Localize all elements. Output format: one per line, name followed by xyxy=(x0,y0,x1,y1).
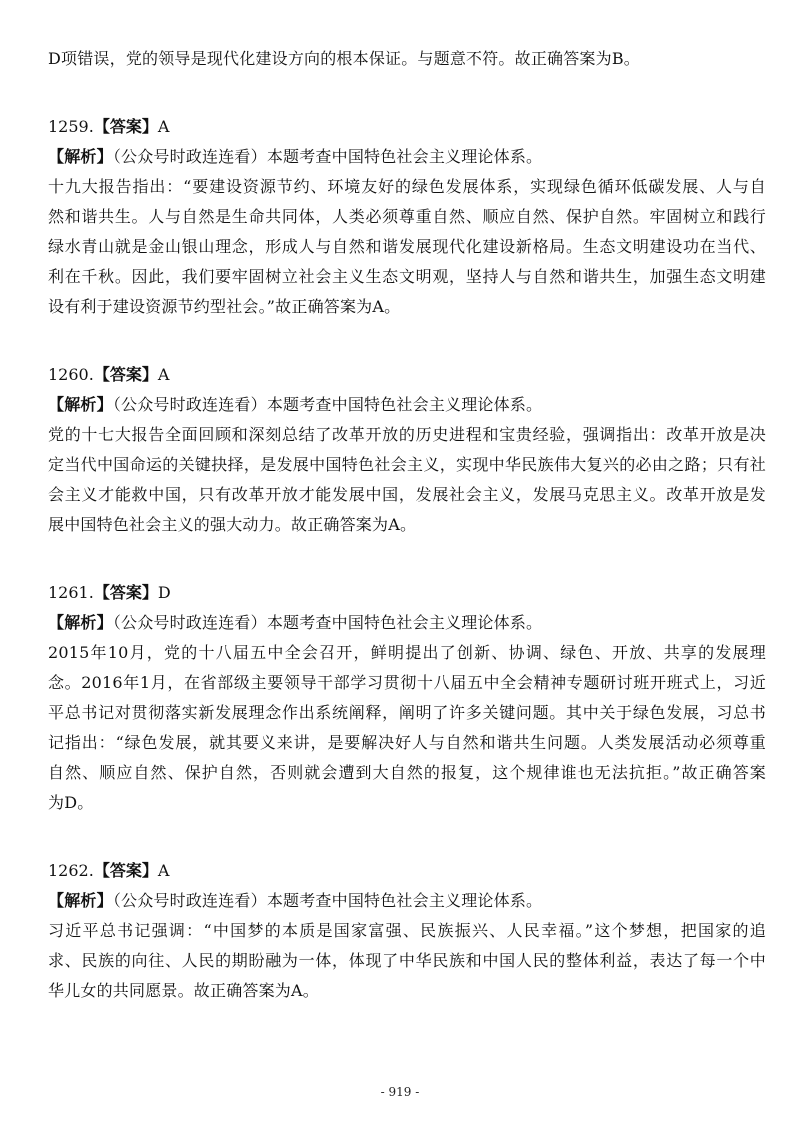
body-line: 展中国特色社会主义的强大动力。故正确答案为A。 xyxy=(48,515,417,534)
question-number: 1261. xyxy=(48,583,94,602)
analysis-label: 【解析】 xyxy=(48,395,113,414)
analysis-label: 【解析】 xyxy=(48,891,113,910)
analysis-heading xyxy=(48,142,766,172)
body-line: 定当代中国命运的关键抉择，是发展中国特色社会主义，实现中华民族伟大复兴的必由之路；只有社 xyxy=(48,455,766,474)
body-line: 党的十七大报告全面回顾和深刻总结了改革开放的历史进程和宝贵经验，强调指出：改革开放是决 xyxy=(48,425,766,444)
answer-value: A xyxy=(157,365,170,384)
answer-entry-1260 xyxy=(48,360,766,540)
body-line: 平总书记对贯彻落实新发展理念作出系统阐释，阐明了许多关键问题。其中关于绿色发展，习总书 xyxy=(48,703,766,722)
analysis-label: 【解析】 xyxy=(48,613,113,632)
question-number: 1260. xyxy=(48,365,94,384)
answer-entry-1261 xyxy=(48,578,766,818)
analysis-heading xyxy=(48,390,766,420)
answer-label: 【答案】 xyxy=(93,365,158,384)
body-line: 利在千秋。因此，我们要牢固树立社会主义生态文明观，坚持人与自然和谐共生，加强生态文明建 xyxy=(48,267,766,286)
answer-heading xyxy=(48,112,766,142)
answer-heading xyxy=(48,360,766,390)
body-line: 绿水青山就是金山银山理念，形成人与自然和谐发展现代化建设新格局。生态文明建设功在当代、 xyxy=(48,237,766,256)
body-line: 记指出：“绿色发展，就其要义来讲，是要解决好人与自然和谐共生问题。人类发展活动必须尊重 xyxy=(48,733,766,752)
answer-value: A xyxy=(157,861,170,880)
answer-entry-1262 xyxy=(48,856,766,1006)
answer-entry-1259 xyxy=(48,112,766,322)
answer-heading xyxy=(48,856,766,886)
body-line: 习近平总书记强调：“中国梦的本质是国家富强、民族振兴、人民幸福。”这个梦想，把国家的追 xyxy=(48,921,766,940)
body-line: 为D。 xyxy=(48,793,94,812)
body-line: 十九大报告指出：“要建设资源节约、环境友好的绿色发展体系，实现绿色循环低碳发展、人与自 xyxy=(48,177,766,196)
page-number: - 919 - xyxy=(380,1085,420,1099)
body-line: 会主义才能救中国，只有改革开放才能发展中国，发展社会主义，发展马克思主义。改革开放是发 xyxy=(48,485,766,504)
analysis-intro: （公众号时政连连看）本题考查中国特色社会主义理论体系。 xyxy=(112,613,543,632)
analysis-intro: （公众号时政连连看）本题考查中国特色社会主义理论体系。 xyxy=(112,147,543,166)
question-number: 1259. xyxy=(48,117,94,136)
body-line: 求、民族的向往、人民的期盼融为一体，体现了中华民族和中国人民的整体利益，表达了每一个中 xyxy=(48,951,766,970)
document-page xyxy=(48,44,766,1006)
intro-line: D项错误，党的领导是现代化建设方向的根本保证。与题意不符。故正确答案为B。 xyxy=(48,49,640,68)
body-line: 自然、顺应自然、保护自然，否则就会遭到大自然的报复，这个规律谁也无法抗拒。”故正确答案 xyxy=(48,763,766,782)
analysis-heading xyxy=(48,608,766,638)
analysis-label: 【解析】 xyxy=(48,147,113,166)
answer-label: 【答案】 xyxy=(93,583,158,602)
analysis-intro: （公众号时政连连看）本题考查中国特色社会主义理论体系。 xyxy=(112,395,543,414)
body-line: 然和谐共生。人与自然是生命共同体，人类必须尊重自然、顺应自然、保护自然。牢固树立和践行 xyxy=(48,207,766,226)
answer-value: A xyxy=(157,117,170,136)
body-line: 设有利于建设资源节约型社会。”故正确答案为A。 xyxy=(48,297,401,316)
answer-label: 【答案】 xyxy=(93,861,158,880)
answer-label: 【答案】 xyxy=(93,117,158,136)
body-line: 念。2016年1月，在省部级主要领导干部学习贯彻十八届五中全会精神专题研讨班开班式上，习近 xyxy=(48,673,766,692)
body-line: 华儿女的共同愿景。故正确答案为A。 xyxy=(48,981,319,1000)
question-number: 1262. xyxy=(48,861,94,880)
answer-heading xyxy=(48,578,766,608)
analysis-intro: （公众号时政连连看）本题考查中国特色社会主义理论体系。 xyxy=(112,891,543,910)
body-line: 2015年10月，党的十八届五中全会召开，鲜明提出了创新、协调、绿色、开放、共享的发展理 xyxy=(48,643,766,662)
analysis-heading xyxy=(48,886,766,916)
answer-value: D xyxy=(157,583,171,602)
